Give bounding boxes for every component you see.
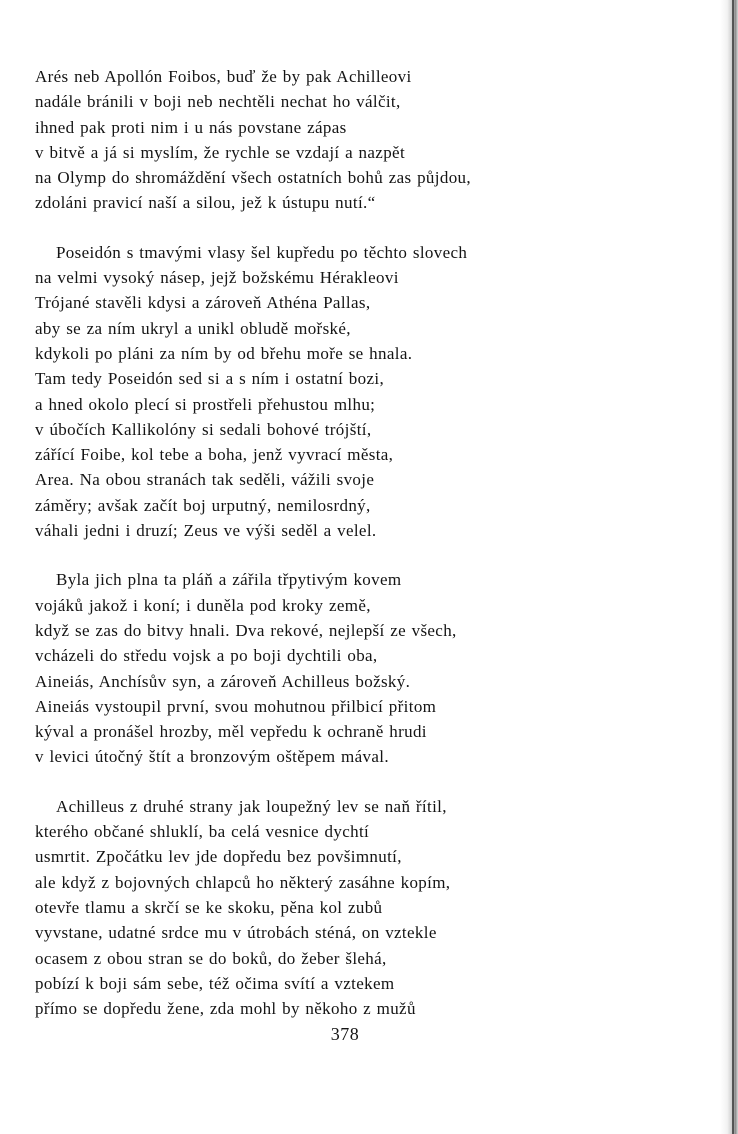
verse-line: kýval a pronášel hrozby, měl vepředu k ochraně hrudi	[35, 722, 427, 742]
verse-line: nadále bránili v boji neb nechtěli nechat ho válčit,	[35, 92, 401, 112]
verse-line: usmrtit. Zpočátku lev jde dopředu bez povšimnutí,	[35, 847, 402, 867]
verse-line: Aineiás vystoupil první, svou mohutnou přilbicí přitom	[35, 696, 437, 716]
verse-line: zdoláni pravicí naší a silou, jež k ústupu nutí.“	[35, 193, 376, 213]
stanza-gap	[35, 770, 635, 794]
stanza-2	[35, 240, 635, 544]
verse-line: váhali jedni i druzí; Zeus ve výši seděl a velel.	[35, 521, 377, 541]
verse-line: záměry; avšak začít boj urputný, nemilosrdný,	[35, 495, 371, 515]
stanza-4	[35, 794, 635, 1022]
verse-line: v úbočích Kallikolóny si sedali bohové trójští,	[35, 419, 372, 439]
verse-line: na velmi vysoký násep, jejž božskému Hérakleovi	[35, 268, 399, 288]
page-edge-line	[732, 0, 734, 1134]
verse-line: vojáků jakož i koní; i duněla pod kroky země,	[35, 595, 371, 615]
verse-line: a hned okolo plecí si prostřeli přehustou mlhu;	[35, 394, 376, 414]
page-number: 378	[330, 1024, 360, 1044]
stanza-1	[35, 64, 635, 216]
page-edge-shadow	[720, 0, 738, 1134]
verse-line: Byla jich plna ta pláň a zářila třpytivým kovem	[56, 570, 402, 590]
verse-line: Trójané stavěli kdysi a zároveň Athéna Pallas,	[35, 293, 371, 313]
verse-line: Poseidón s tmavými vlasy šel kupředu po těchto slovech	[56, 242, 468, 262]
verse-line: na Olymp do shromáždění všech ostatních bohů zas půjdou,	[35, 168, 471, 188]
verse-line: Aineiás, Anchísův syn, a zároveň Achilleus božský.	[35, 671, 411, 691]
stanza-gap	[35, 543, 635, 567]
verse-line: v bitvě a já si myslím, že rychle se vzdají a nazpět	[35, 142, 406, 162]
verse-line: Tam tedy Poseidón sed si a s ním i ostatní bozi,	[35, 369, 385, 389]
verse-line: když se zas do bitvy hnali. Dva rekové, nejlepší ze všech,	[35, 620, 457, 640]
verse-line: přímo se dopředu žene, zda mohl by někoho z mužů	[35, 999, 416, 1019]
verse-line: kterého občané shluklí, ba celá vesnice dychtí	[35, 822, 370, 842]
stanza-gap	[35, 216, 635, 240]
verse-line: ocasem z obou stran se do boků, do žeber šlehá,	[35, 948, 387, 968]
verse-line: vyvstane, udatné srdce mu v útrobách sténá, on vztekle	[35, 923, 437, 943]
verse-line: Achilleus z druhé strany jak loupežný lev se naň řítil,	[56, 796, 447, 816]
poem-text	[35, 64, 635, 1021]
verse-line: Arés neb Apollón Foibos, buď že by pak Achilleovi	[35, 67, 412, 86]
verse-line: kdykoli po pláni za ním by od břehu moře se hnala.	[35, 343, 413, 363]
verse-line: pobízí k boji sám sebe, též očima svítí a vztekem	[35, 973, 395, 993]
verse-line: ihned pak proti nim i u nás povstane zápas	[35, 117, 347, 137]
verse-line: vcházeli do středu vojsk a po boji dychtili oba,	[35, 646, 378, 666]
verse-line: v levici útočný štít a bronzovým oštěpem mával.	[35, 747, 389, 767]
verse-line: ale když z bojovných chlapců ho některý zasáhne kopím,	[35, 872, 451, 892]
verse-line: otevře tlamu a skrčí se ke skoku, pěna kol zubů	[35, 897, 383, 917]
verse-line: aby se za ním ukryl a unikl obludě mořské,	[35, 318, 351, 338]
verse-line: zářící Foibe, kol tebe a boha, jenž vyvrací města,	[35, 445, 394, 465]
verse-line: Area. Na obou stranách tak seděli, vážili svoje	[35, 470, 375, 490]
stanza-3	[35, 567, 635, 769]
